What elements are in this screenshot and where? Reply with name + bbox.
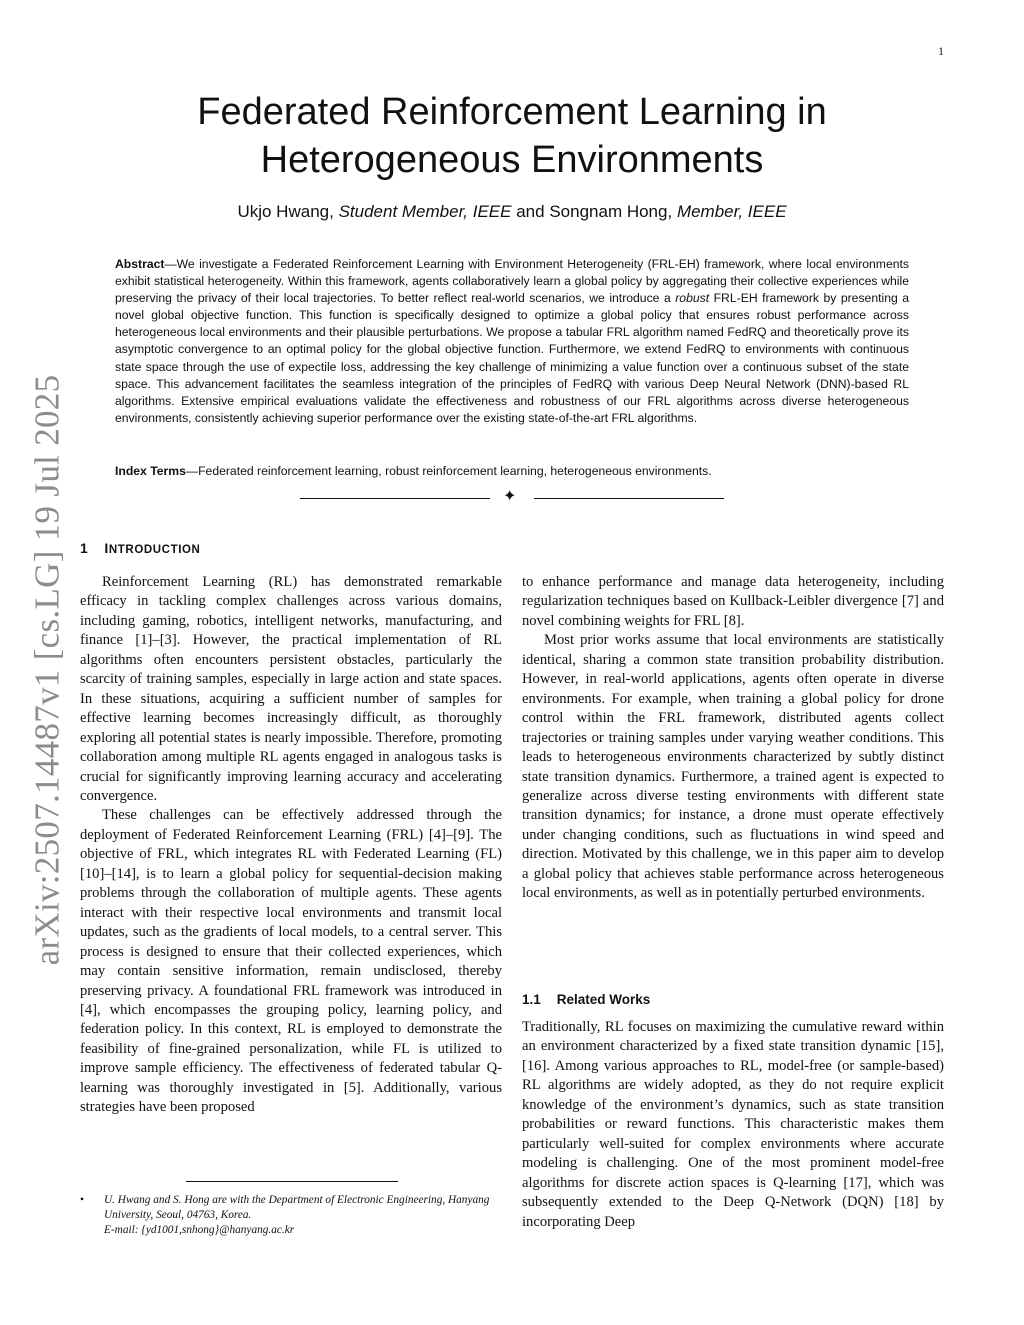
- arxiv-stamp: [20, 374, 74, 966]
- author-2-role: Member, IEEE: [676, 202, 787, 221]
- paragraph: Traditionally, RL focuses on maximizing the cumulative reward within an environment characterized by a fixed state transition dynamic [15], [16]. Among various approaches to RL, model-free (or sample-based) RL algorithms are widely adopted, as they do not require explicit knowledge of the environment’s dynamics, such as state transition probabilities or reward functions. This characteristic makes them particularly well-suited for complex environments where accurate modeling is challenging. One of the most prominent model-free algorithms for discrete action spaces is Q-learning [17], which was subsequently extended to the Deep Q-Network (DQN) [18] by incorporating Deep: [522, 1019, 944, 1230]
- right-column-top: [522, 573, 944, 904]
- footnote-email: E-mail: {yd1001,snhong}@hanyang.ac.kr: [104, 1224, 295, 1236]
- index-terms-label: Index Terms: [115, 464, 186, 478]
- paragraph: to enhance performance and manage data heterogeneity, including regularization techniques based on Kullback-Leibler divergence [7] and novel combining weights for FRL [8].: [522, 574, 944, 629]
- author-1-name: Ukjo Hwang,: [237, 202, 334, 221]
- footnote: [80, 1193, 502, 1238]
- author-2-name: Songnam Hong,: [549, 202, 673, 221]
- index-terms-text: Federated reinforcement learning, robust reinforcement learning, heterogeneous environments.: [198, 464, 712, 478]
- section-heading-introduction: [80, 540, 200, 556]
- subsection-heading-related-works: [522, 992, 650, 1007]
- subsection-title: Related Works: [556, 992, 651, 1007]
- abstract-label: Abstract: [115, 257, 165, 271]
- author-conjunction: and: [516, 202, 545, 221]
- index-terms-dash: —: [185, 464, 199, 478]
- abstract-italic-word: robust: [675, 291, 710, 306]
- title-line-1: Federated Reinforcement Learning in: [197, 91, 827, 133]
- section-title-initial: I: [104, 540, 109, 556]
- section-title-rest: NTRODUCTION: [108, 544, 201, 556]
- paragraph: Most prior works assume that local environments are statistically identical, sharing a common state transition probability distribution. However, in real-world applications, agents often operate in diverse environments. For example, when training a global policy for drone control within the FRL framework, distributed agents collect trajectories or training samples under varying weather conditions. This leads to heterogeneous environments characterized by subtly distinct state transition dynamics. Furthermore, a trained agent is expected to generalize across diverse testing environments with different state transition dynamics; for instance, a drone must operate effectively under changing conditions, such as fluctuations in wind speed and direction. Motivated by this challenge, we in this paper aim to develop a global policy that achieves stable performance across heterogeneous local environments, as well as in potentially perturbed environments.: [522, 632, 944, 902]
- section-divider: [300, 489, 724, 507]
- abstract-text-1: We investigate a Federated Reinforcement Learning with Environment Heterogeneity (FRL-EH) framework, where local environments exhibit statistical heterogeneity. Within this framework, agents collaboratively learn a global policy by aggregating their collective experiences while preserving the privacy of their local trajectories. To better reflect real-world scenarios, we introduce a: [115, 257, 909, 306]
- author-line: [120, 202, 904, 222]
- paper-title: [120, 88, 904, 184]
- author-1-role: Student Member, IEEE: [338, 202, 512, 221]
- abstract-text-2: FRL-EH framework by presenting a novel global objective function. This function is specifically designed to optimize a global policy that ensures robust performance across heterogeneous local environments and their plausible perturbations. We propose a tabular FRL algorithm named FedRQ and theoretically prove its asymptotic convergence to an optimal policy for the global objective function. Furthermore, we extend FedRQ to environments with continuous state space through the use of expectile loss, addressing the key challenge of minimizing a value function over a continuous subset of the state space. This advancement facilitates the seamless integration of the principles of FedRQ with various Deep Neural Network (DNN)-based RL algorithms. Extensive empirical evaluations validate the effectiveness and robustness of our FRL algorithms across diverse heterogeneous environments, consistently achieving superior performance over the existing state-of-the-art FRL algorithms.: [115, 291, 910, 425]
- title-line-2: Heterogeneous Environments: [260, 139, 764, 181]
- footnote-rule: [186, 1181, 398, 1182]
- section-number: 1: [80, 540, 89, 556]
- divider-rule-right: [534, 498, 724, 499]
- footnote-affiliation: U. Hwang and S. Hong are with the Department of Electronic Engineering, Hanyang University, Seoul, 04763, Korea.: [104, 1194, 490, 1221]
- abstract: [115, 256, 909, 427]
- divider-star-icon: ✦: [503, 488, 517, 505]
- left-column: [80, 573, 502, 1118]
- abstract-dash: —: [164, 257, 177, 271]
- divider-rule-left: [300, 498, 490, 499]
- arxiv-stamp-text: arXiv:2507.14487v1 [cs.LG] 19 Jul 2025: [27, 374, 66, 966]
- subsection-number: 1.1: [522, 992, 541, 1007]
- footnote-bullet-icon: •: [80, 1194, 84, 1206]
- paragraph: These challenges can be effectively addressed through the deployment of Federated Reinforcement Learning (FRL) [4]–[9]. The objective of FRL, which integrates RL with Federated Learning (FL) [10]–[14], is to learn a global policy for sequential-decision making problems through the collaboration of multiple agents. These agents interact with their respective local environments and transmit local updates, such as the gradients of local models, to a central server. This process is designed to ensure that their collected experiences, which may contain sensitive information, remain undisclosed, thereby preserving privacy. A foundational FRL framework was introduced in [4], which encompasses the grouping policy, learning policy, and federation policy. In this context, RL is employed to demonstrate the feasibility of fine-grained personalization, while FL is utilized to improve sample efficiency. The effectiveness of federated tabular Q-learning was thoroughly investigated in [5]. Additionally, various strategies have been proposed: [80, 807, 502, 1116]
- paragraph: Reinforcement Learning (RL) has demonstrated remarkable efficacy in tackling complex challenges across various domains, including gaming, robotics, intelligent networks, manufacturing, and finance [1]–[3]. However, the practical implementation of RL algorithms often encounters persistent obstacles, particularly the scarcity of training samples, especially in large action and state spaces. In these situations, acquiring a sufficient number of samples for effective learning becomes increasingly difficult, as thoroughly exploring all potential states is nearly impossible. Therefore, promoting collaboration among multiple RL agents engaged in analogous tasks is crucial for significantly improving learning accuracy and accelerating convergence.: [80, 574, 502, 804]
- page-number: 1: [938, 44, 944, 58]
- right-column-bottom: [522, 1018, 944, 1232]
- index-terms: [115, 464, 909, 478]
